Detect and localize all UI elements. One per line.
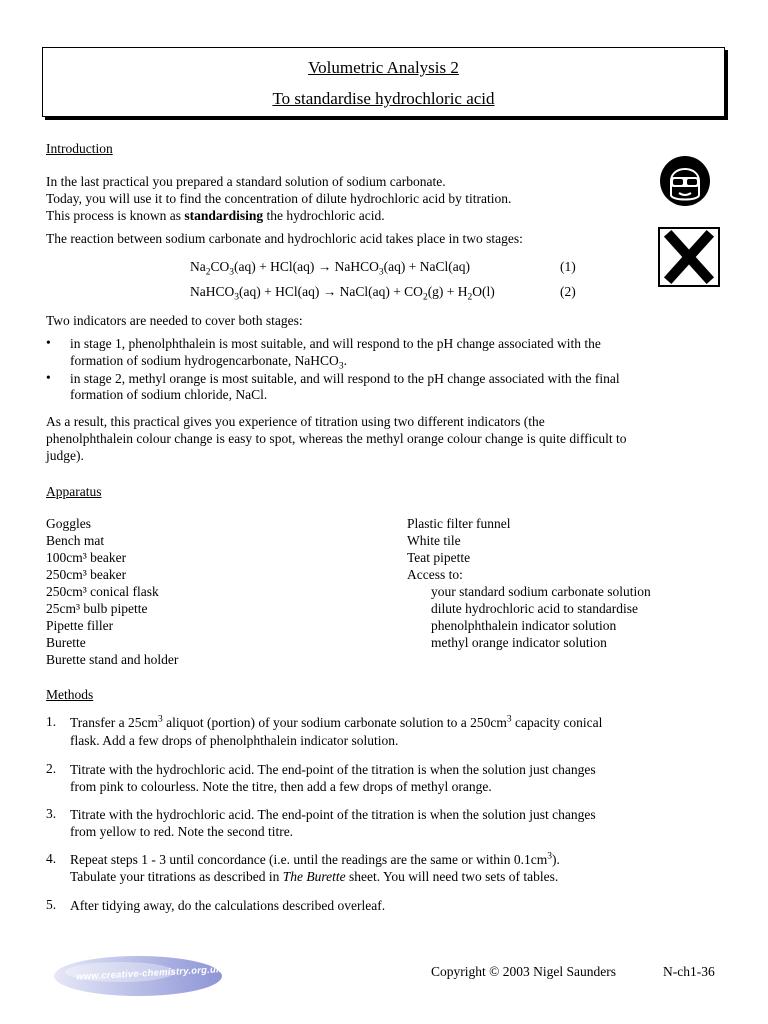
apparatus-item: 250cm³ beaker bbox=[46, 567, 127, 582]
result-line-3: judge). bbox=[46, 448, 84, 463]
apparatus-heading: Apparatus bbox=[46, 484, 102, 499]
access-item: dilute hydrochloric acid to standardise bbox=[431, 601, 638, 616]
step-1-line-2: flask. Add a few drops of phenolphthalein indicator solution. bbox=[70, 733, 399, 748]
apparatus-item: Teat pipette bbox=[407, 550, 471, 565]
apparatus-item: 250cm³ conical flask bbox=[46, 584, 159, 599]
apparatus-item: Goggles bbox=[46, 516, 91, 531]
step-number: 2. bbox=[46, 761, 57, 776]
bullet-2-line-1: in stage 2, methyl orange is most suitable, and will respond to the pH change associated with the final bbox=[70, 371, 620, 386]
apparatus-item: Burette bbox=[46, 635, 86, 650]
logo-text: www.creative-chemistry.org.uk bbox=[75, 964, 222, 983]
apparatus-item: Pipette filler bbox=[46, 618, 114, 633]
bullet-2-line-2: formation of sodium chloride, NaCl. bbox=[70, 387, 268, 402]
equation-1-number: (1) bbox=[560, 259, 576, 274]
step-number: 3. bbox=[46, 806, 57, 821]
document-subtitle: To standardise hydrochloric acid bbox=[272, 89, 495, 108]
bullet-marker: • bbox=[46, 335, 51, 350]
access-item: methyl orange indicator solution bbox=[431, 635, 607, 650]
step-1-line-1: Transfer a $25cm^3$ aliquot (portion) of your sodium carbonate solution to a $250cm^3$ capacity conical bbox=[70, 714, 603, 730]
apparatus-item: Plastic filter funnel bbox=[407, 516, 511, 531]
apparatus-item: 100cm³ beaker bbox=[46, 550, 127, 565]
bullet-1-line-1: in stage 1, phenolphthalein is most suitable, and will respond to the pH change associated with the bbox=[70, 336, 601, 351]
harmful-irritant-icon bbox=[658, 227, 720, 287]
step-number: 1. bbox=[46, 714, 57, 729]
apparatus-item: 25cm³ bulb pipette bbox=[46, 601, 148, 616]
step-5-line-1: After tidying away, do the calculations described overleaf. bbox=[70, 898, 386, 913]
bullet-1-line-2: formation of sodium hydrogencarbonate, NaHCO$_3$. bbox=[70, 353, 347, 372]
intro-paragraph-2: Today, you will use it to find the concentration of dilute hydrochloric acid by titration. bbox=[46, 191, 512, 206]
access-item: phenolphthalein indicator solution bbox=[431, 618, 617, 633]
equation-1: $Na_2CO_3(aq) + HCl(aq)$ → NaHCO$_3$(aq) + NaCl(aq) bbox=[190, 259, 470, 278]
introduction-heading: Introduction bbox=[46, 141, 113, 156]
step-3-line-2: from yellow to red. Note the second titre. bbox=[70, 824, 294, 839]
document-title: Volumetric Analysis 2 bbox=[308, 58, 459, 77]
site-logo[interactable] bbox=[50, 952, 222, 998]
methods-heading: Methods bbox=[46, 687, 94, 702]
step-number: 5. bbox=[46, 897, 57, 912]
step-2-line-2: from pink to colourless. Note the titre, then add a few drops of methyl orange. bbox=[70, 779, 492, 794]
step-2-line-1: Titrate with the hydrochloric acid. The end-point of the titration is when the solution just changes bbox=[70, 762, 596, 777]
apparatus-item: Bench mat bbox=[46, 533, 105, 548]
intro-paragraph-4: The reaction between sodium carbonate and hydrochloric acid takes place in two stages: bbox=[46, 231, 523, 246]
result-line-1: As a result, this practical gives you experience of titration using two different indicators (the bbox=[46, 414, 545, 429]
copyright-text: Copyright © 2003 Nigel Saunders bbox=[431, 964, 616, 979]
access-item: your standard sodium carbonate solution bbox=[431, 584, 651, 599]
equation-2-number: (2) bbox=[560, 284, 576, 299]
indicators-lead: Two indicators are needed to cover both stages: bbox=[46, 313, 303, 328]
step-3-line-1: Titrate with the hydrochloric acid. The end-point of the titration is when the solution just changes bbox=[70, 807, 596, 822]
step-number: 4. bbox=[46, 851, 57, 866]
intro-paragraph-1: In the last practical you prepared a standard solution of sodium carbonate. bbox=[46, 174, 446, 189]
step-4-line-2: Tabulate your titrations as described in The Burette sheet. You will need two sets of tables. bbox=[70, 869, 559, 884]
bullet-marker: • bbox=[46, 370, 51, 385]
apparatus-item: Access to: bbox=[407, 567, 463, 582]
eye-protection-icon bbox=[659, 151, 711, 211]
result-line-2: phenolphthalein colour change is easy to spot, whereas the methyl orange colour change is quite difficult to bbox=[46, 431, 627, 446]
step-4-line-1: Repeat steps 1 - 3 until concordance (i.e. until the readings are the same or within $0.1cm^3$). bbox=[70, 851, 560, 867]
intro-paragraph-3: This process is known as standardising the hydrochloric acid. bbox=[46, 208, 385, 223]
apparatus-item: Burette stand and holder bbox=[46, 652, 179, 667]
document-code: N-ch1-36 bbox=[663, 964, 715, 979]
apparatus-item: White tile bbox=[407, 533, 461, 548]
title-box bbox=[42, 47, 725, 117]
equation-2: NaHCO$_3$(aq) + HCl(aq) → NaCl(aq) + $CO_2(g) + H_2O(l)$ bbox=[190, 284, 495, 303]
